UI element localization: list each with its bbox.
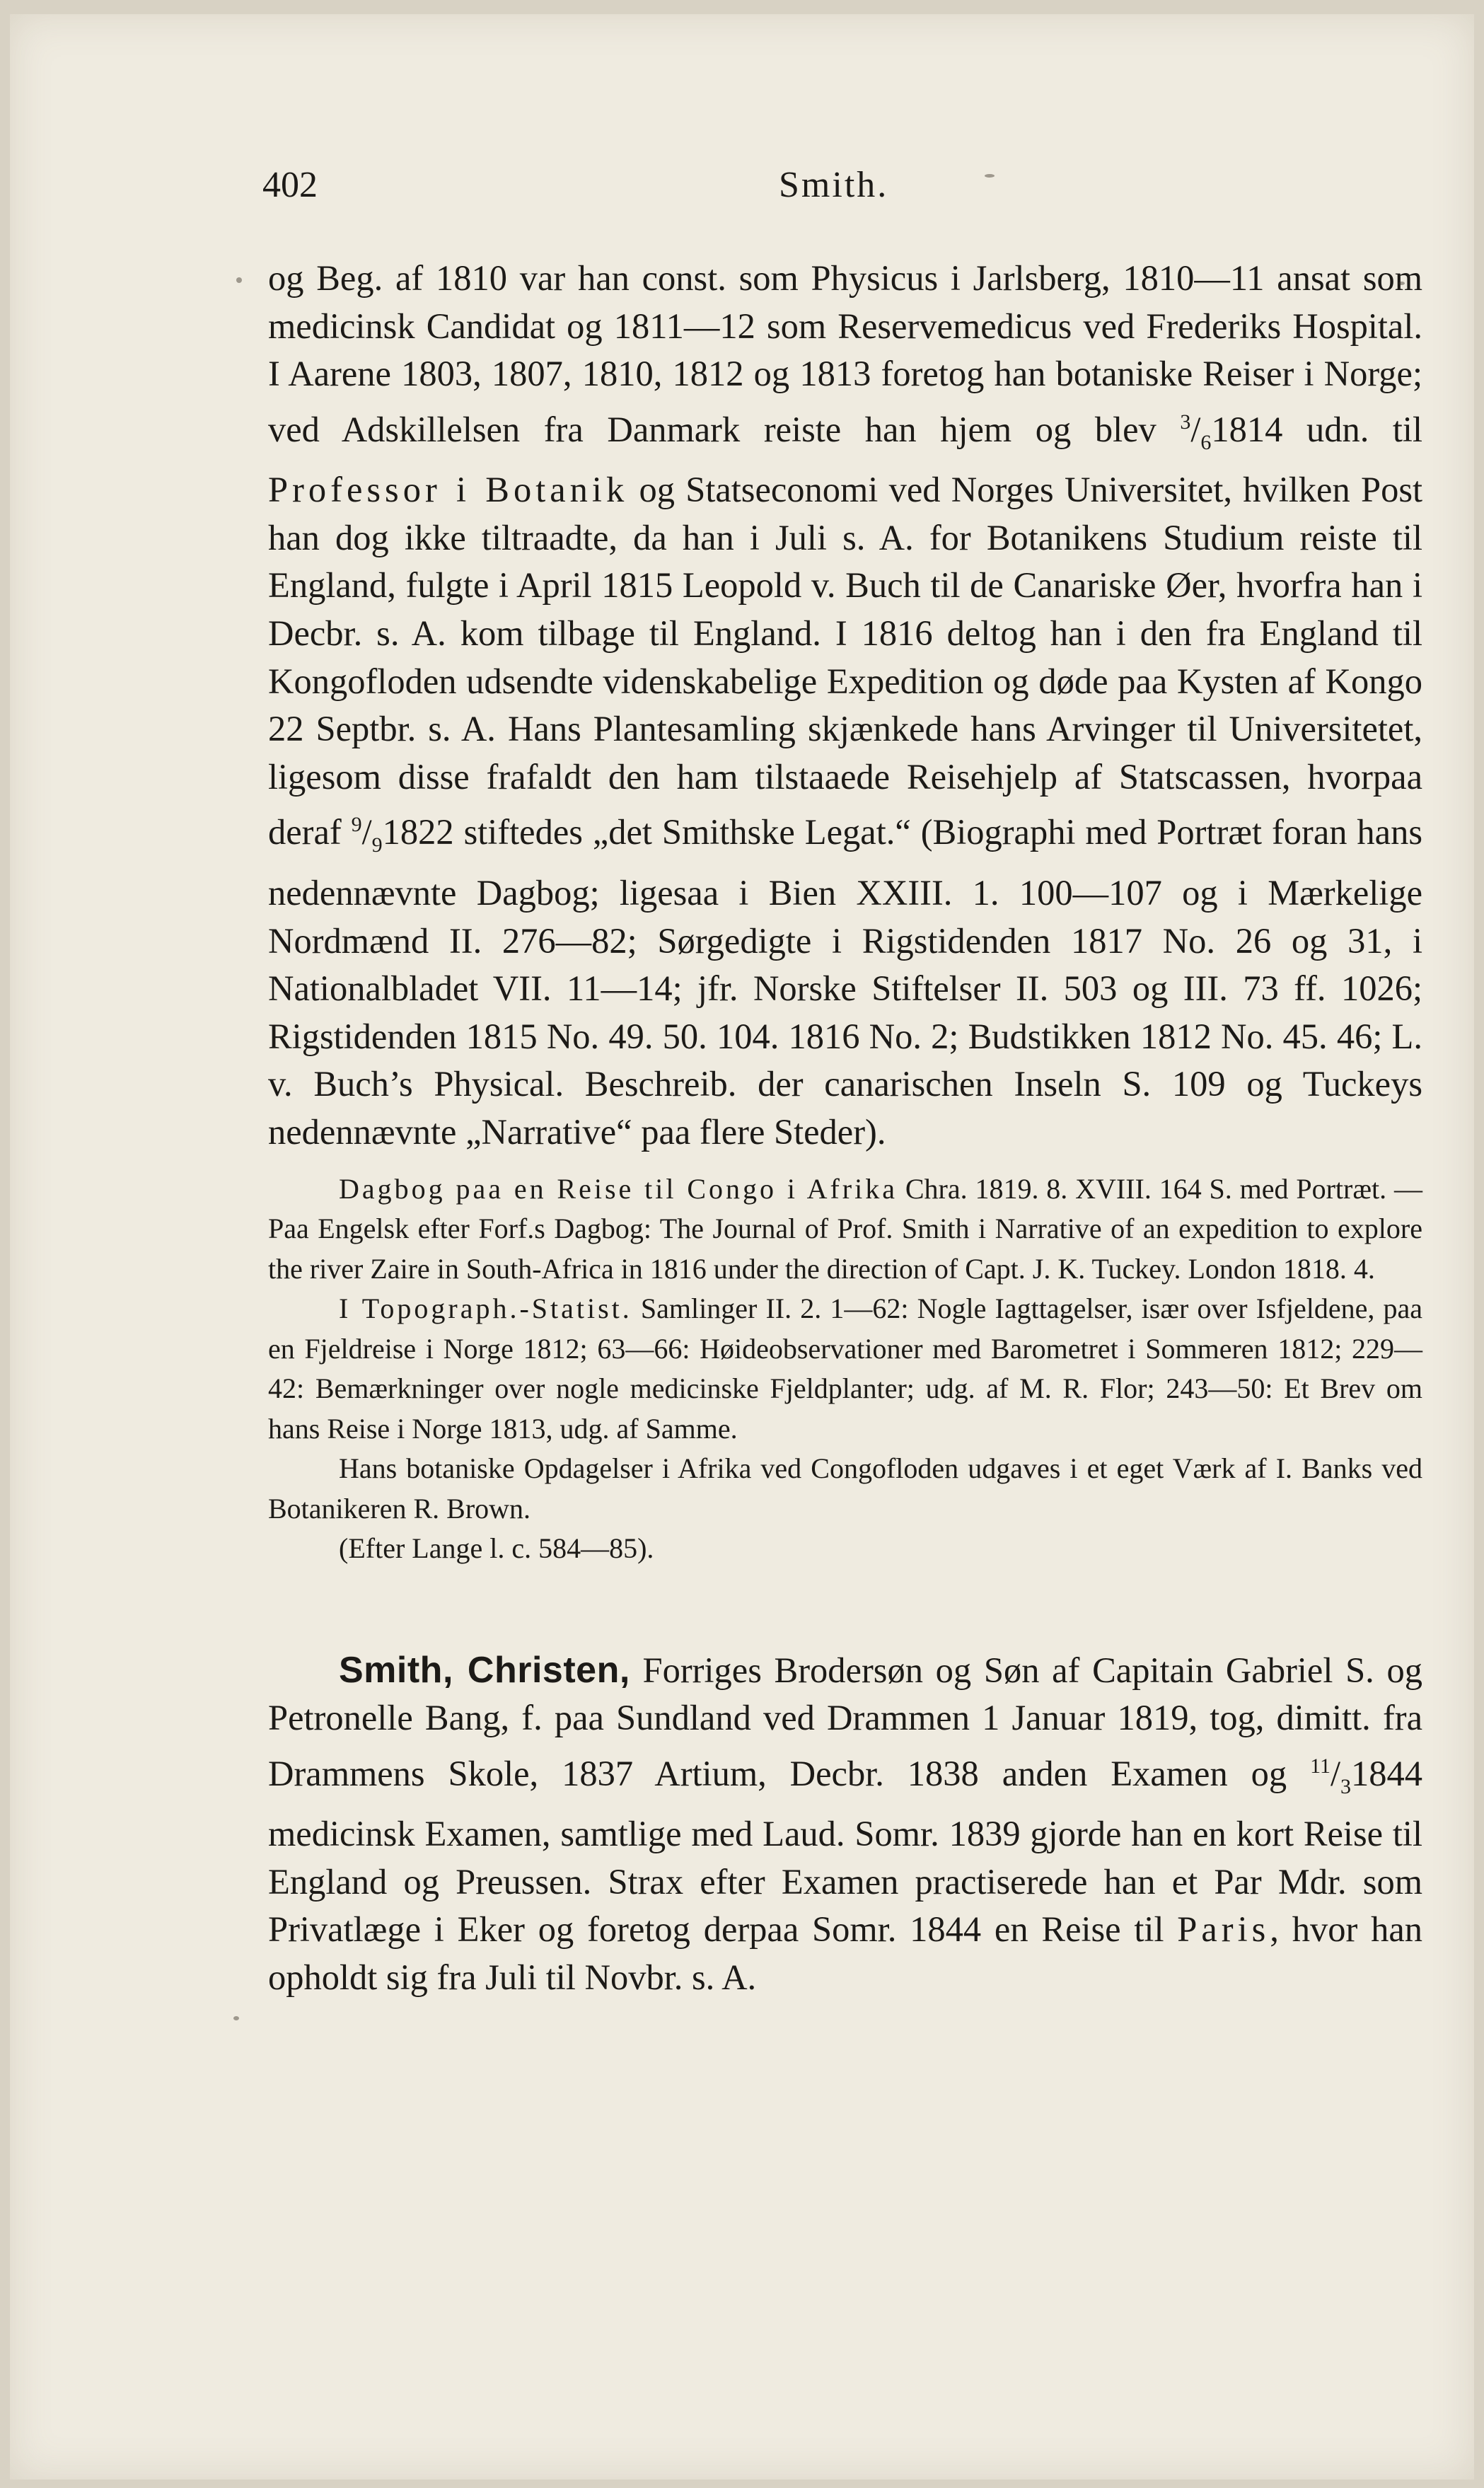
biography-text-2: 1814 udn. til (1211, 409, 1422, 449)
source-note (268, 1529, 1422, 1569)
entry-text-3: , hvor han opholdt sig fra Juli til Novbr. s. A. (268, 1909, 1422, 1998)
biography-paragraph: og Beg. af 1810 var han const. som Physicus i Jarlsberg, 1810—11 ansat som medicinsk Candidat og 1811—12 som Reservemedicus ved Frederiks Hospital. I Aarene 1803, 1807, 1810, 1812 og 1813 foretog han botaniske Reiser i Norge; ved Adskillelsen fra Danmark reiste han hjem og blev $^3/_61814$ udn. til Professor i Botanik og Statseconomi ved Norges Universitet, hvilken Post han dog ikke tiltraadte, da han i Juli s. A. for Botanikens Studium reiste til England, fulgte i April 1815 Leopold v. Buch til de Canariske Øer, hvorfra han i Decbr. s. A. kom tilbage til England. I 1816 deltog han i den fra England til Kongofloden udsendte videnskabelige Expedition og døde paa Kysten af Kongo 22 Septbr. s. A. Hans Plantesamling skjænkede hans Arvinger til Universitetet, ligesom disse frafaldt den ham tilstaaede Reisehjelp af Statscassen, hvorpaa deraf $^9/_91822$ stiftedes „det Smithske Legat.“ (Biographi med Portræt foran hans nedennævnte Dagbog; ligesaa i Bien XXIII. 1. 100—107 og i Mærkelige Nordmænd II. 276—82; Sørgedigte i Rigstidenden 1817 No. 26 og 31, i Nationalbladet VII. 11—14; jfr. Norske Stiftelser II. 503 og III. 73 ff. 1026; Rigstidenden 1815 No. 49. 50. 104. 1816 No. 2; Budstikken 1812 No. 45. 46; L. v. Buch’s Physical. Beschreib. der canarischen Inseln S. 109 og Tuckeys nedennævnte „Narrative“ paa flere Steder). (268, 258, 1422, 1152)
professor-title: Professor i Botanik (268, 470, 629, 510)
biography-text-3: og Statseconomi ved Norges Universitet, hvilken Post han dog ikke tiltraadte, da han i Juli s. A. for Botanikens Studium reiste til England, fulgte i April 1815 Leopold v. Buch til de Canariske Øer, hvorfra han i Decbr. s. A. kom tilbage til England. I 1816 deltog han i den fra England til Kongofloden udsendte videnskabelige Expedition og døde paa Kysten af Kongo 22 Septbr. s. A. Hans Plantesamling skjænkede hans Arvinger til Universitetet, ligesom disse frafaldt den ham tilstaaede Reisehjelp af Statscassen, hvorpaa deraf (268, 470, 1422, 852)
work-details: Hans botaniske Opdagelser i Afrika ved Congofloden udgaves i et eget Værk af I. Banks ved Botanikeren R. Brown. (268, 1452, 1422, 1524)
entry-text-1: Forriges Brodersøn og Søn af Capitain Gabriel S. og Petronelle Bang, f. paa Sundland ved Drammen 1 Januar 1819, tog, dimitt. fra Drammens Skole, 1837 Artium, Decbr. 1838 anden Examen og (268, 1650, 1422, 1793)
entry-name: Smith, Christen, (339, 1649, 630, 1691)
running-title: Smith. (779, 165, 889, 205)
fraction-denominator: 3 (1340, 1774, 1351, 1798)
work-entry (268, 1169, 1422, 1290)
paper-speck (985, 174, 995, 178)
fraction-numerator: 3 (1180, 410, 1191, 434)
entry-text-2: 1844 medicinsk Examen, samtlige med Laud. Somr. 1839 gjorde han en kort Reise til England og Preussen. Strax efter Examen practiserede han et Par Mdr. som Privatlæge i Eker og foretog derpaa Somr. 1844 en Reise til (268, 1753, 1422, 1950)
work-note (268, 1449, 1422, 1529)
page-header (262, 164, 1422, 214)
paper-speck (233, 2016, 239, 2020)
place-name: Paris (1177, 1909, 1270, 1950)
work-details: Chra. 1819. 8. XVIII. 164 S. med Portræt. — Paa Engelsk efter Forf.s Dagbog: The Journal of Prof. Smith i Narrative of an expedition to explore the river Zaire in South-Africa in 1816 under the direction of Capt. J. K. Tuckey. London 1818. 4. (268, 1172, 1422, 1285)
paper-speck (1398, 282, 1405, 285)
works-list (268, 1169, 1422, 1569)
fraction-numerator: 11 (1310, 1754, 1331, 1778)
paper-speck (236, 277, 242, 283)
fraction-denominator: 6 (1200, 430, 1212, 454)
fraction-numerator: 9 (351, 813, 362, 837)
fraction-denominator: 9 (371, 833, 383, 857)
work-title: Dagbog paa en Reise til Congo i Afrika (339, 1172, 898, 1205)
text-column (268, 255, 1422, 2002)
page-number: 402 (262, 165, 318, 205)
entry-paragraph: Smith, Christen, Forriges Brodersøn og Søn af Capitain Gabriel S. og Petronelle Bang, f. paa Sundland ved Drammen 1 Januar 1819, tog, dimitt. fra Drammens Skole, 1837 Artium, Decbr. 1838 anden Examen og $^{11}/_31844$ medicinsk Examen, samtlige med Laud. Somr. 1839 gjorde han en kort Reise til England og Preussen. Strax efter Examen practiserede han et Par Mdr. som Privatlæge i Eker og foretog derpaa Somr. 1844 en Reise til Paris, hvor han opholdt sig fra Juli til Novbr. s. A. (268, 1649, 1422, 1998)
biography-text-4: 1822 stiftedes „det Smithske Legat.“ (Biographi med Portræt foran hans nedennævnte Dagbog; ligesaa i Bien XXIII. 1. 100—107 og i Mærkelige Nordmænd II. 276—82; Sørgedigte i Rigstidenden 1817 No. 26 og 31, i Nationalbladet VII. 11—14; jfr. Norske Stiftelser II. 503 og III. 73 ff. 1026; Rigstidenden 1815 No. 49. 50. 104. 1816 No. 2; Budstikken 1812 No. 45. 46; L. v. Buch’s Physical. Beschreib. der canarischen Inseln S. 109 og Tuckeys nedennævnte „Narrative“ paa flere Steder). (268, 812, 1422, 1152)
book-page (10, 14, 1474, 2480)
biography-text-1: og Beg. af 1810 var han const. som Physicus i Jarlsberg, 1810—11 ansat som medicinsk Candidat og 1811—12 som Reservemedicus ved Frederiks Hospital. I Aarene 1803, 1807, 1810, 1812 og 1813 foretog han botaniske Reiser i Norge; ved Adskillelsen fra Danmark reiste han hjem og blev (268, 258, 1422, 449)
work-entry (268, 1289, 1422, 1449)
work-details: Samlinger II. 2. 1—62: Nogle Iagttagelser, især over Isfjeldene, paa en Fjeldreise i Norge 1812; 63—66: Høideobservationer med Barometret i Sommeren 1812; 229—42: Bemærkninger over nogle medicinske Fjeldplanter; udg. af M. R. Flor; 243—50: Et Brev om hans Reise i Norge 1813, udg. af Samme. (268, 1292, 1423, 1445)
work-details: (Efter Lange l. c. 584—85). (339, 1532, 654, 1565)
work-title: I Topograph.-Statist. (339, 1292, 632, 1325)
